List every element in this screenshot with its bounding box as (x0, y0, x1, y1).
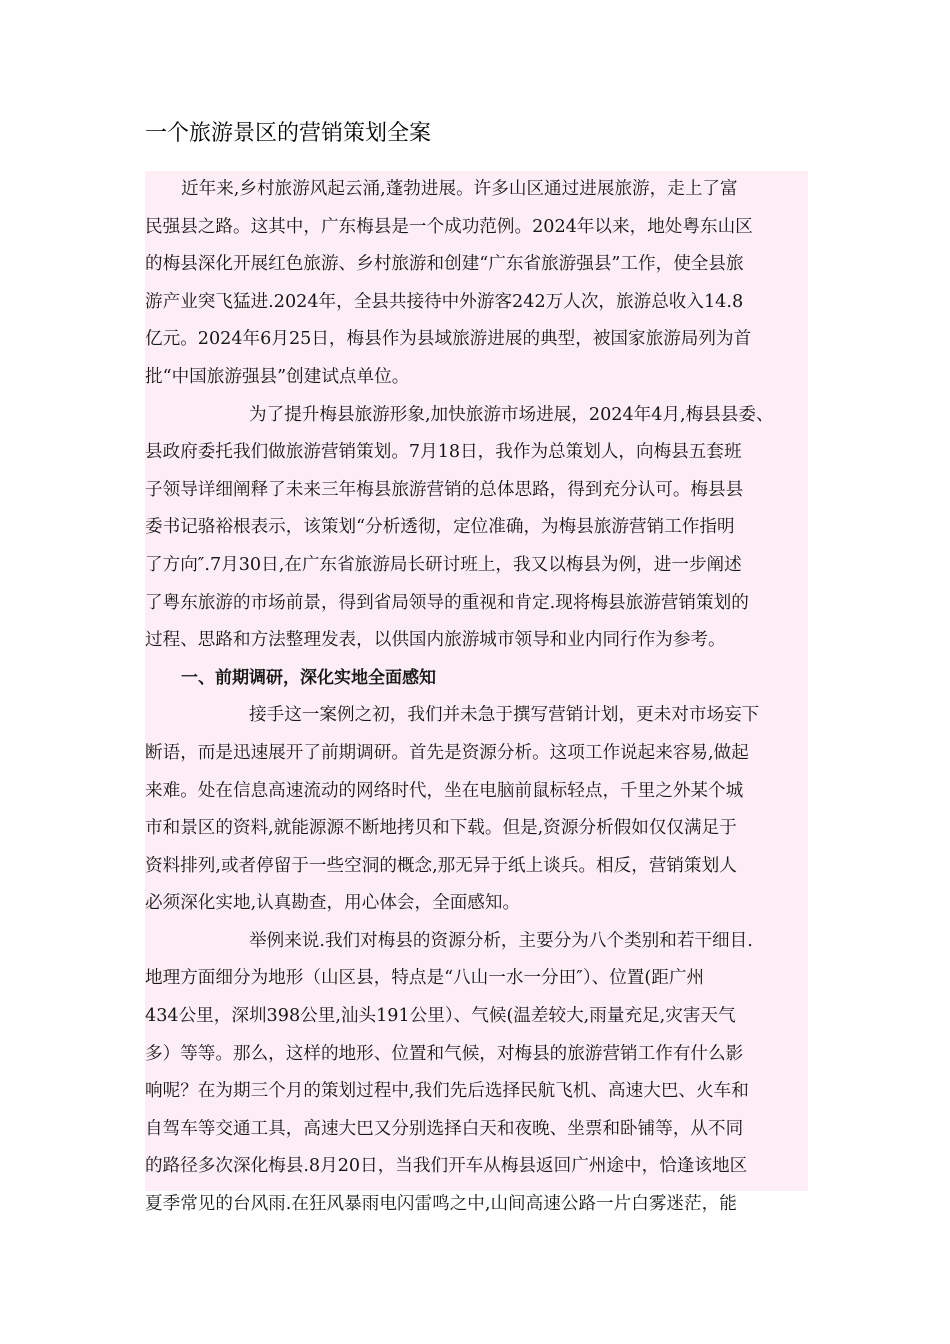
text-line: 子领导详细阐释了未来三年梅县旅游营销的总体思路，得到充分认可。梅县县 (145, 479, 744, 500)
text-line: 了方向″.7月30日,在广东省旅游局长研讨班上，我又以梅县为例，进一步阐述 (145, 554, 742, 575)
text-line: 资料排列,或者停留于一些空洞的概念,那无异于纸上谈兵。相反，营销策划人 (145, 855, 737, 876)
text-line: 自驾车等交通工具，高速大巴又分别选择白天和夜晚、坐票和卧铺等，从不同 (145, 1118, 744, 1139)
text-line: 接手这一案例之初，我们并未急于撰写营销计划，更未对市场妄下 (249, 705, 760, 726)
text-line: 批“中国旅游强县”创建试点单位。 (145, 366, 410, 387)
section-heading: 一、前期调研，深化实地全面感知 (181, 667, 436, 688)
text-line: 地理方面细分为地形（山区县，特点是“八山一水一分田″）、位置(距广州 (145, 968, 705, 989)
text-line: 断语，而是迅速展开了前期调研。首先是资源分析。这项工作说起来容易,做起 (145, 742, 749, 763)
text-line: 来难。处在信息高速流动的网络时代，坐在电脑前鼠标轻点，千里之外某个城 (145, 780, 744, 801)
text-line: 委书记骆裕根表示，该策划“分析透彻，定位准确，为梅县旅游营销工作指明 (145, 517, 735, 538)
text-line: 县政府委托我们做旅游营销策划。7月18日，我作为总策划人，向梅县五套班 (145, 442, 742, 463)
text-line: 近年来,乡村旅游风起云涌,蓬勃进展。许多山区通过进展旅游，走上了富 (181, 179, 738, 199)
text-line: 夏季常见的台风雨.在狂风暴雨电闪雷鸣之中,山间高速公路一片白雾迷茫，能 (145, 1194, 737, 1215)
text-line: 必须深化实地,认真勘查，用心体会，全面感知。 (145, 893, 521, 914)
text-line: 的路径多次深化梅县.8月20日，当我们开车从梅县返回广州途中，恰逢该地区 (145, 1156, 748, 1177)
document-body (145, 171, 808, 1215)
text-line: 市和景区的资料,就能源源不断地拷贝和下载。但是,资源分析假如仅仅满足于 (145, 818, 737, 839)
text-line: 的梅县深化开展红色旅游、乡村旅游和创建“广东省旅游强县”工作，使全县旅 (145, 254, 744, 275)
text-line: 了粤东旅游的市场前景，得到省局领导的重视和肯定.现将梅县旅游营销策划的 (145, 592, 749, 613)
text-line: 举例来说.我们对梅县的资源分析，主要分为八个类别和若干细目. (249, 930, 753, 951)
text-line: 民强县之路。这其中，广东梅县是一个成功范例。2024年以来，地处粤东山区 (145, 216, 753, 237)
text-line: 过程、思路和方法整理发表，以供国内旅游城市领导和业内同行作为参考。 (145, 630, 726, 651)
text-line: 响呢？在为期三个月的策划过程中,我们先后选择民航飞机、高速大巴、火车和 (145, 1081, 749, 1102)
text-line: 为了提升梅县旅游形象,加快旅游市场进展，2024年4月,梅县县委、 (249, 404, 774, 425)
text-line: 亿元。2024年6月25日，梅县作为县域旅游进展的典型，被国家旅游局列为首 (145, 329, 752, 350)
text-line: 多）等等。那么，这样的地形、位置和气候，对梅县的旅游营销工作有什么影 (145, 1043, 744, 1064)
text-line: 游产业突飞猛进.2024年，全县共接待中外游客242万人次，旅游总收入14.8 (145, 291, 744, 312)
document-title: 一个旅游景区的营销策划全案 (145, 121, 432, 146)
text-line: 434公里，深圳398公里,汕头191公里）、气候(温差较大,雨量充足,灾害天气 (145, 1006, 736, 1027)
